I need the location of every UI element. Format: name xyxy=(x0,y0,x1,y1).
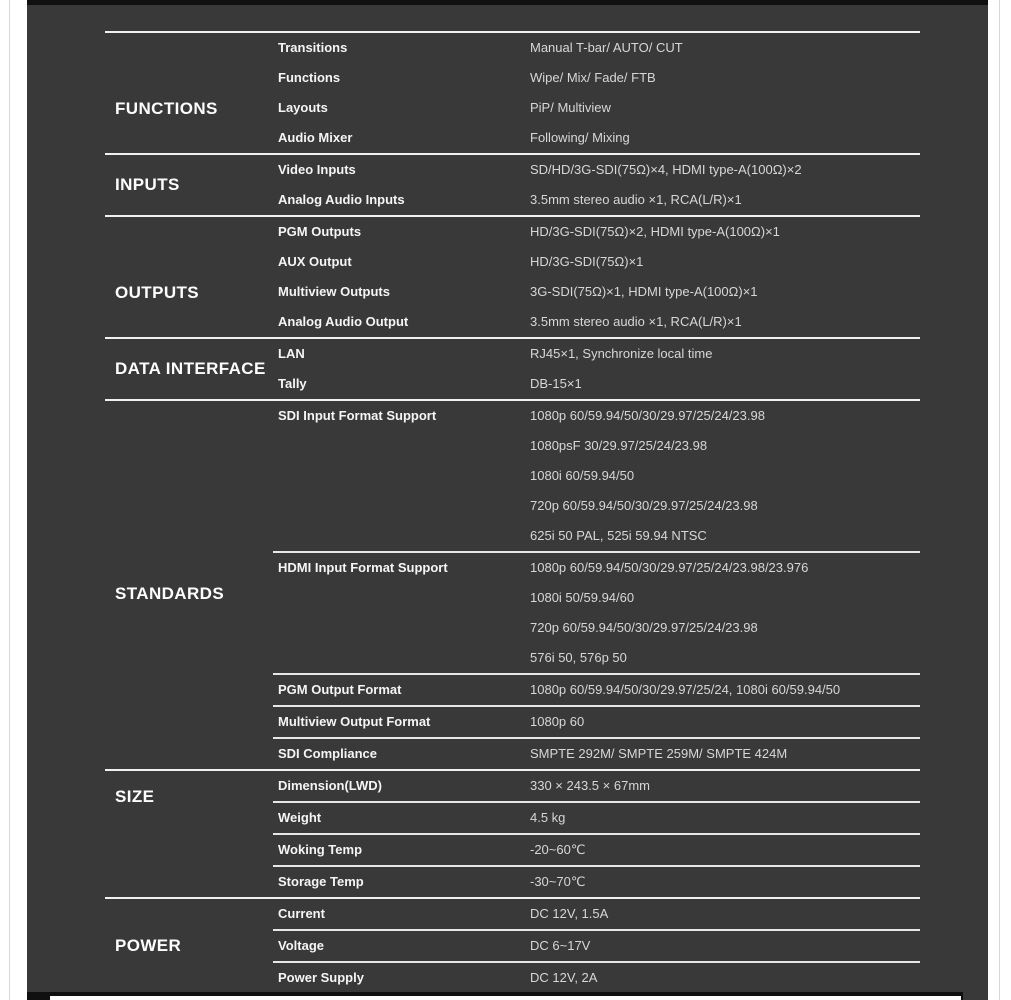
spec-attribute-label: Power Supply xyxy=(278,970,364,985)
table-row xyxy=(273,707,920,737)
spec-value: DC 6~17V xyxy=(530,938,591,953)
spec-value: 1080p 60/59.94/50/30/29.97/25/24/23.98 xyxy=(530,408,765,423)
spec-attribute-label: Video Inputs xyxy=(278,162,356,177)
spec-value: 1080p 60/59.94/50/30/29.97/25/24/23.98/23.976 xyxy=(530,560,809,575)
spec-section-power xyxy=(105,899,920,993)
spec-value-list xyxy=(530,369,920,399)
table-row xyxy=(273,63,920,93)
spec-value: 1080i 60/59.94/50 xyxy=(530,468,635,483)
spec-value: -20~60℃ xyxy=(530,842,586,857)
spec-value: -30~70℃ xyxy=(530,874,586,889)
category-cell xyxy=(105,155,273,215)
spec-value: SD/HD/3G-SDI(75Ω)×4, HDMI type-A(100Ω)×2 xyxy=(530,162,802,177)
spec-section-standards xyxy=(105,401,920,769)
right-page-edge-line xyxy=(999,0,1000,1000)
spec-attribute-label: Tally xyxy=(278,376,307,391)
spec-value-list xyxy=(530,401,920,551)
section-rows xyxy=(273,33,920,153)
spec-value-list xyxy=(530,33,920,63)
category-label: FUNCTIONS xyxy=(115,99,218,118)
category-label: SIZE xyxy=(115,787,155,806)
spec-section-outputs xyxy=(105,217,920,337)
table-row xyxy=(273,307,920,337)
spec-section-size xyxy=(105,771,920,897)
spec-value-list xyxy=(530,707,920,737)
table-row xyxy=(273,963,920,993)
section-rows xyxy=(273,899,920,993)
table-row xyxy=(273,401,920,551)
spec-value: 1080p 60/59.94/50/30/29.97/25/24, 1080i 60/59.94/50 xyxy=(530,682,841,697)
spec-attribute-label: Transitions xyxy=(278,40,348,55)
table-row xyxy=(273,217,920,247)
spec-section-functions xyxy=(105,33,920,153)
spec-value: 576i 50, 576p 50 xyxy=(530,650,627,665)
spec-value: DC 12V, 2A xyxy=(530,970,598,985)
spec-value-list xyxy=(530,553,920,673)
category-cell xyxy=(105,339,273,399)
section-rows xyxy=(273,771,920,897)
spec-value: Manual T-bar/ AUTO/ CUT xyxy=(530,40,683,55)
spec-value-list xyxy=(530,123,920,153)
spec-value: HD/3G-SDI(75Ω)×1 xyxy=(530,254,644,269)
spec-value: Wipe/ Mix/ Fade/ FTB xyxy=(530,70,656,85)
spec-value: Following/ Mixing xyxy=(530,130,630,145)
spec-value-list xyxy=(530,155,920,185)
category-cell xyxy=(105,401,273,769)
spec-value: PiP/ Multiview xyxy=(530,100,611,115)
bottom-black-bar xyxy=(27,992,963,1000)
table-row xyxy=(273,931,920,961)
spec-value-list xyxy=(530,339,920,369)
spec-value: 330 × 243.5 × 67mm xyxy=(530,778,650,793)
spec-attribute-label: Multiview Outputs xyxy=(278,284,390,299)
spec-value: DB-15×1 xyxy=(530,376,582,391)
spec-attribute-label: Audio Mixer xyxy=(278,130,353,145)
spec-value-list xyxy=(530,835,920,865)
category-cell xyxy=(105,771,273,897)
spec-section-data-interface xyxy=(105,339,920,399)
spec-value-list xyxy=(530,63,920,93)
spec-value-list xyxy=(530,899,920,929)
table-row xyxy=(273,835,920,865)
spec-attribute-label: LAN xyxy=(278,346,305,361)
section-rows xyxy=(273,339,920,399)
spec-attribute-label: SDI Compliance xyxy=(278,746,377,761)
top-black-bar xyxy=(27,0,988,5)
spec-attribute-label: PGM Outputs xyxy=(278,224,362,239)
spec-value: SMPTE 292M/ SMPTE 259M/ SMPTE 424M xyxy=(530,746,788,761)
spec-attribute-label: Weight xyxy=(278,810,322,825)
table-row xyxy=(273,339,920,369)
spec-value: 1080psF 30/29.97/25/24/23.98 xyxy=(530,438,708,453)
spec-attribute-label: PGM Output Format xyxy=(278,682,402,697)
section-rows xyxy=(273,401,920,769)
spec-value-list xyxy=(530,217,920,247)
table-row xyxy=(273,185,920,215)
spec-attribute-label: AUX Output xyxy=(278,254,352,269)
category-cell xyxy=(105,217,273,337)
table-row xyxy=(273,155,920,185)
spec-value-list xyxy=(530,277,920,307)
category-label: STANDARDS xyxy=(115,584,225,603)
category-label: OUTPUTS xyxy=(115,283,200,302)
spec-value-list xyxy=(530,185,920,215)
spec-value: RJ45×1, Synchronize local time xyxy=(530,346,713,361)
table-row xyxy=(273,93,920,123)
spec-section-inputs xyxy=(105,155,920,215)
section-rows xyxy=(273,155,920,215)
spec-attribute-label: Analog Audio Inputs xyxy=(278,192,405,207)
spec-value-list xyxy=(530,867,920,897)
table-row xyxy=(273,867,920,897)
left-page-edge-line xyxy=(9,0,10,1000)
spec-value-list xyxy=(530,739,920,769)
table-row xyxy=(273,553,920,673)
spec-value: 720p 60/59.94/50/30/29.97/25/24/23.98 xyxy=(530,620,758,635)
spec-attribute-label: Current xyxy=(278,906,325,921)
spec-attribute-label: Analog Audio Output xyxy=(278,314,409,329)
table-row xyxy=(273,247,920,277)
category-label: INPUTS xyxy=(115,175,180,194)
section-rows xyxy=(273,217,920,337)
spec-value-list xyxy=(530,307,920,337)
spec-value: 1080p 60 xyxy=(530,714,585,729)
spec-value: 3.5mm stereo audio ×1, RCA(L/R)×1 xyxy=(530,192,742,207)
spec-value-list xyxy=(530,93,920,123)
spec-value: 625i 50 PAL, 525i 59.94 NTSC xyxy=(530,528,707,543)
spec-value-list xyxy=(530,771,920,801)
spec-value: 4.5 kg xyxy=(530,810,566,825)
next-section-edge xyxy=(50,996,961,1000)
spec-value: 720p 60/59.94/50/30/29.97/25/24/23.98 xyxy=(530,498,758,513)
table-row xyxy=(273,369,920,399)
spec-attribute-label: Voltage xyxy=(278,938,324,953)
table-row xyxy=(273,123,920,153)
spec-table xyxy=(105,31,920,995)
spec-value: HD/3G-SDI(75Ω)×2, HDMI type-A(100Ω)×1 xyxy=(530,224,780,239)
table-row xyxy=(273,899,920,929)
table-row xyxy=(273,33,920,63)
category-cell xyxy=(105,33,273,153)
spec-value: 3G-SDI(75Ω)×1, HDMI type-A(100Ω)×1 xyxy=(530,284,758,299)
category-label: DATA INTERFACE xyxy=(115,359,266,378)
spec-attribute-label: Dimension(LWD) xyxy=(278,778,382,793)
spec-attribute-label: HDMI Input Format Support xyxy=(278,560,448,575)
table-row xyxy=(273,739,920,769)
table-row xyxy=(273,675,920,705)
spec-panel xyxy=(27,0,988,1000)
spec-attribute-label: Multiview Output Format xyxy=(278,714,431,729)
spec-value-list xyxy=(530,803,920,833)
spec-attribute-label: Functions xyxy=(278,70,341,85)
spec-attribute-label: Layouts xyxy=(278,100,328,115)
spec-value-list xyxy=(530,675,920,705)
spec-attribute-label: Storage Temp xyxy=(278,874,364,889)
table-row xyxy=(273,771,920,801)
spec-attribute-label: SDI Input Format Support xyxy=(278,408,437,423)
spec-attribute-label: Woking Temp xyxy=(278,842,363,857)
spec-value-list xyxy=(530,247,920,277)
category-label: POWER xyxy=(115,936,182,955)
spec-value: 3.5mm stereo audio ×1, RCA(L/R)×1 xyxy=(530,314,742,329)
spec-value: 1080i 50/59.94/60 xyxy=(530,590,635,605)
spec-value-list xyxy=(530,931,920,961)
category-cell xyxy=(105,899,273,993)
spec-value-list xyxy=(530,963,920,993)
table-row xyxy=(273,277,920,307)
table-row xyxy=(273,803,920,833)
spec-value: DC 12V, 1.5A xyxy=(530,906,609,921)
